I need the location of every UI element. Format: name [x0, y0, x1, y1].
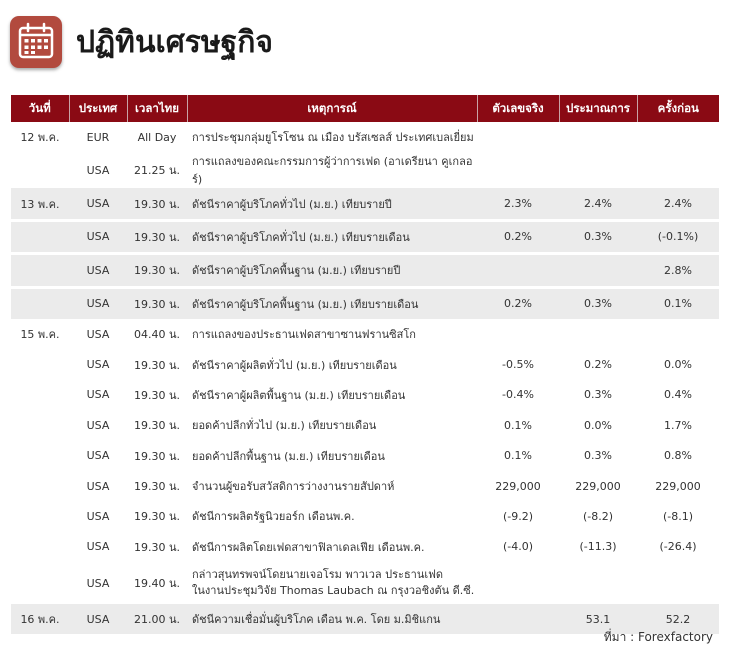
col-date: วันที่	[11, 95, 69, 122]
cell-country: USA	[69, 188, 127, 220]
cell-previous: (-0.1%)	[637, 220, 719, 253]
table-header-row	[11, 95, 719, 122]
cell-time: 19.30 น.	[133, 540, 180, 554]
cell-date: 12 พ.ค.	[20, 131, 60, 145]
cell-time: 19.30 น.	[133, 449, 180, 463]
cell-actual	[477, 319, 559, 349]
table-row	[11, 287, 719, 319]
cell-country: USA	[86, 576, 110, 590]
cell-forecast	[559, 562, 637, 604]
page-header	[10, 16, 710, 72]
cell-forecast: 2.4%	[559, 188, 637, 220]
cell-country: USA	[86, 509, 110, 523]
col-actual: ตัวเลขจริง	[477, 95, 559, 122]
cell-previous: 0.1%	[637, 287, 719, 319]
cell-forecast: 53.1	[559, 604, 637, 634]
cell-forecast: (-11.3)	[579, 540, 617, 554]
table-row	[11, 380, 719, 410]
cell-time: 19.30 น.	[133, 480, 180, 494]
cell-previous: 0.0%	[664, 358, 692, 372]
cell-event: ดัชนีราคาผู้ผลิตทั่วไป (ม.ย.) เทียบรายเดือน	[192, 358, 397, 372]
cell-previous: 0.4%	[664, 388, 692, 402]
cell-time: 19.30 น.	[133, 388, 180, 402]
cell-date: 16 พ.ค.	[11, 604, 69, 634]
cell-date	[11, 532, 69, 562]
cell-actual: -0.4%	[502, 388, 534, 402]
cell-previous	[637, 562, 719, 604]
cell-date	[11, 562, 69, 604]
source-note: ที่มา : Forexfactory	[603, 630, 713, 644]
col-forecast: ประมาณการ	[559, 95, 637, 122]
cell-country: USA	[86, 449, 110, 463]
cell-previous: (-8.1)	[662, 509, 694, 523]
cell-country: USA	[69, 254, 127, 287]
cell-forecast: 0.3%	[559, 287, 637, 319]
cell-previous: 0.8%	[664, 449, 692, 463]
cell-country: USA	[69, 604, 127, 634]
cell-country: USA	[86, 540, 110, 554]
table-row	[11, 319, 719, 349]
cell-forecast	[559, 152, 637, 188]
table-row	[11, 220, 719, 253]
cell-country: USA	[69, 220, 127, 253]
page-title: ปฏิทินเศรษฐกิจ	[76, 25, 273, 60]
cell-time: 19.30 น.	[127, 188, 187, 220]
col-event: เหตุการณ์	[187, 95, 477, 122]
cell-forecast: 229,000	[575, 479, 621, 493]
cell-country: USA	[86, 418, 110, 432]
cell-event: จำนวนผู้ขอรับสวัสดิการว่างงานรายสัปดาห์	[192, 480, 395, 494]
cell-forecast	[559, 254, 637, 287]
cell-previous: 2.8%	[637, 254, 719, 287]
cell-country: EUR	[86, 130, 110, 144]
col-country: ประเทศ	[69, 95, 127, 122]
cell-event: ดัชนีการผลิตโดยเฟดสาขาฟิลาเดลเฟีย เดือนพ.ค.	[192, 540, 425, 554]
cell-actual	[477, 122, 559, 152]
cell-event: การประชุมกลุ่มยูโรโซน ณ เมือง บรัสเซลส์ ประเทศเบลเยี่ยม	[192, 131, 474, 145]
cell-country: USA	[86, 163, 110, 177]
cell-date	[11, 287, 69, 319]
table-row	[11, 254, 719, 287]
cell-date: 15 พ.ค.	[20, 328, 60, 342]
table-row	[11, 501, 719, 531]
cell-country: USA	[86, 358, 110, 372]
cell-actual	[477, 254, 559, 287]
cell-forecast: 0.3%	[584, 449, 612, 463]
cell-time: All Day	[137, 130, 177, 144]
cell-time: 21.00 น.	[127, 604, 187, 634]
cell-time: 19.40 น.	[133, 577, 180, 591]
cell-previous: 229,000	[655, 479, 701, 493]
cell-actual: -0.5%	[502, 358, 534, 372]
cell-date	[11, 441, 69, 471]
cell-previous: 1.7%	[664, 418, 692, 432]
cell-date	[11, 410, 69, 440]
cell-event	[187, 562, 477, 604]
table-row	[11, 410, 719, 440]
cell-forecast: (-8.2)	[582, 509, 614, 523]
cell-actual: 0.1%	[504, 418, 532, 432]
cell-event: ดัชนีการผลิตรัฐนิวยอร์ก เดือนพ.ค.	[192, 510, 355, 524]
economic-calendar-table	[11, 95, 719, 634]
cell-event: การแถลงของคณะกรรมการผู้ว่าการเฟด (อาเดรียนา คูเกลอร์)	[192, 155, 473, 187]
cell-time: 04.40 น.	[133, 328, 180, 342]
col-previous: ครั้งก่อน	[637, 95, 719, 122]
calendar-icon	[10, 16, 62, 68]
cell-time: 19.30 น.	[133, 358, 180, 372]
table-row	[11, 152, 719, 188]
cell-previous: 52.2	[637, 604, 719, 634]
cell-time: 19.30 น.	[133, 419, 180, 433]
cell-forecast: 0.0%	[584, 418, 612, 432]
cell-event: ดัชนีความเชื่อมั่นผู้บริโภค เดือน พ.ค. โดย ม.มิชิแกน	[187, 604, 477, 634]
event-line-2: ในงานประชุมวิจัย Thomas Laubach ณ กรุงวอชิงตัน ดี.ซี.	[192, 584, 475, 598]
col-time: เวลาไทย	[127, 95, 187, 122]
cell-forecast: 0.2%	[584, 358, 612, 372]
cell-actual: 2.3%	[477, 188, 559, 220]
cell-actual: (-4.0)	[502, 540, 534, 554]
table-row	[11, 349, 719, 379]
cell-previous: (-26.4)	[659, 540, 697, 554]
cell-actual: 0.1%	[504, 449, 532, 463]
table-row	[11, 532, 719, 562]
cell-actual: 0.2%	[477, 287, 559, 319]
table-row	[11, 188, 719, 220]
event-line-1: กล่าวสุนทรพจน์โดยนายเจอโรม พาวเวล ประธานเฟด	[192, 568, 444, 582]
cell-actual	[477, 152, 559, 188]
cell-actual: 229,000	[495, 479, 541, 493]
cell-event: ดัชนีราคาผู้ผลิตพื้นฐาน (ม.ย.) เทียบรายเดือน	[192, 388, 406, 402]
cell-forecast: 0.3%	[584, 388, 612, 402]
cell-date	[11, 349, 69, 379]
cell-event: ยอดค้าปลีกพื้นฐาน (ม.ย.) เทียบรายเดือน	[192, 449, 385, 463]
cell-forecast: 0.3%	[559, 220, 637, 253]
cell-event: ดัชนีราคาผู้บริโภคทั่วไป (ม.ย.) เทียบรายเดือน	[187, 220, 477, 253]
cell-time: 19.30 น.	[127, 220, 187, 253]
cell-date	[11, 471, 69, 501]
cell-previous	[637, 122, 719, 152]
cell-event: ยอดค้าปลีกทั่วไป (ม.ย.) เทียบรายเดือน	[192, 419, 377, 433]
cell-country: USA	[86, 479, 110, 493]
cell-previous: 2.4%	[637, 188, 719, 220]
cell-event: ดัชนีราคาผู้บริโภคพื้นฐาน (ม.ย.) เทียบรายปี	[187, 254, 477, 287]
cell-actual: 0.2%	[477, 220, 559, 253]
cell-country: USA	[69, 287, 127, 319]
cell-event: ดัชนีราคาผู้บริโภคพื้นฐาน (ม.ย.) เทียบรายเดือน	[187, 287, 477, 319]
cell-previous	[637, 152, 719, 188]
cell-forecast	[559, 122, 637, 152]
cell-time: 19.30 น.	[127, 287, 187, 319]
table-row	[11, 471, 719, 501]
cell-date	[11, 501, 69, 531]
cell-time: 19.30 น.	[127, 254, 187, 287]
cell-country: USA	[86, 388, 110, 402]
cell-actual: (-9.2)	[502, 509, 534, 523]
table-row	[11, 562, 719, 604]
cell-previous	[637, 319, 719, 349]
cell-event: การแถลงของประธานเฟดสาขาซานฟรานซิสโก	[192, 328, 416, 342]
cell-date	[11, 152, 69, 188]
cell-time: 19.30 น.	[133, 510, 180, 524]
cell-country: USA	[86, 327, 110, 341]
cell-date	[11, 380, 69, 410]
cell-date	[11, 254, 69, 287]
cell-actual	[477, 604, 559, 634]
cell-date: 13 พ.ค.	[11, 188, 69, 220]
cell-forecast	[559, 319, 637, 349]
cell-time: 21.25 น.	[133, 164, 180, 178]
cell-event: ดัชนีราคาผู้บริโภคทั่วไป (ม.ย.) เทียบรายปี	[187, 188, 477, 220]
cell-date	[11, 220, 69, 253]
cell-actual	[477, 562, 559, 604]
table-row	[11, 441, 719, 471]
table-row	[11, 122, 719, 152]
